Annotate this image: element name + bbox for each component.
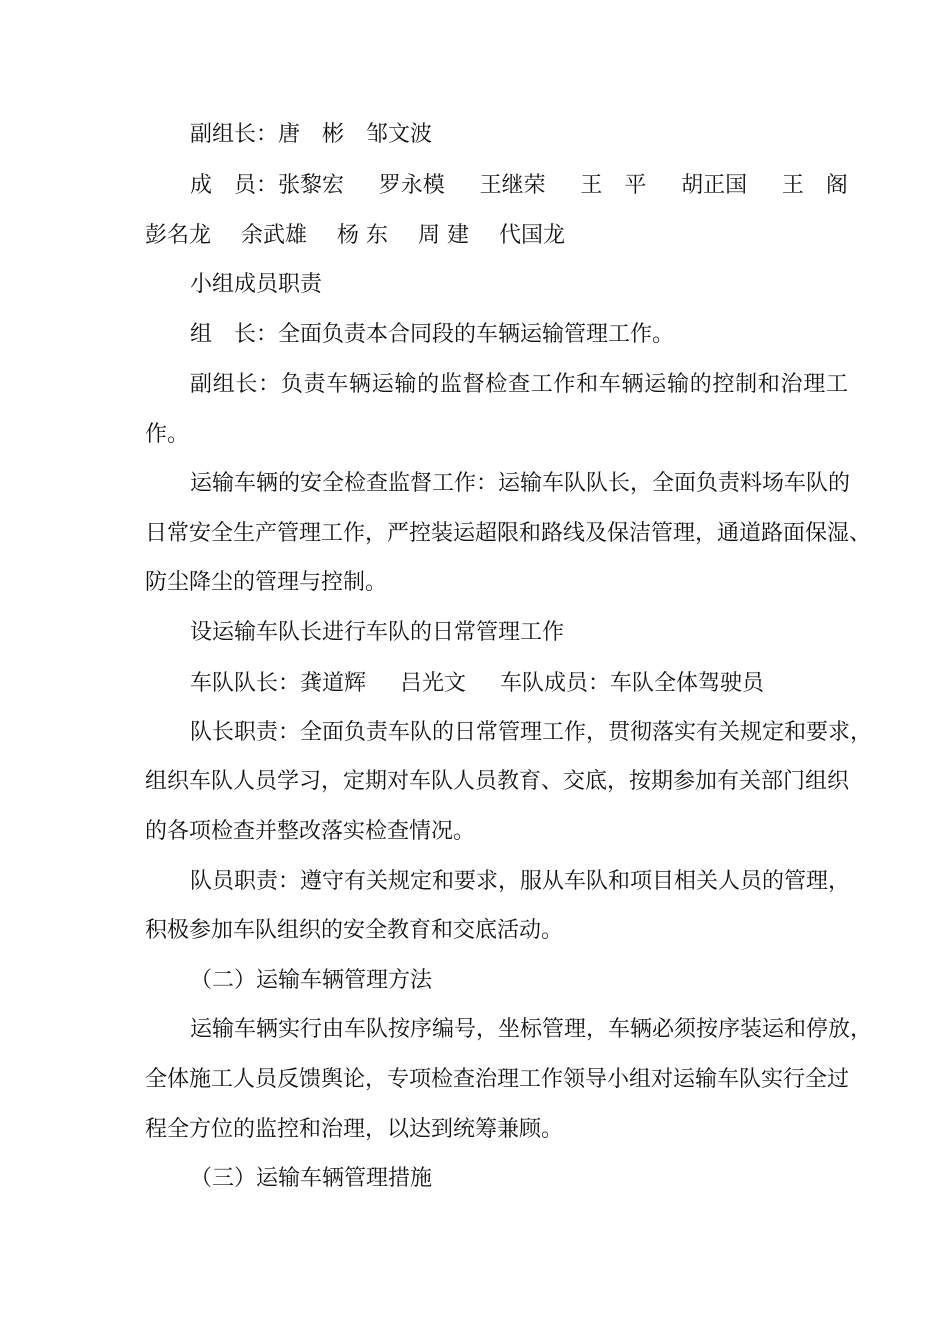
members-label-and-first (190, 171, 344, 201)
vice-duty-line-2: 作。 (145, 422, 190, 447)
members-label: 成 员： (190, 173, 279, 198)
safety-check-line-2: 日常安全生产管理工作，严控装运超限和路线及保洁管理，通道路面保湿、 (145, 521, 872, 546)
member-name: 张黎宏 (278, 173, 345, 198)
team-setup: 设运输车队长进行车队的日常管理工作 (190, 620, 565, 645)
captain-duty-line-1: 队长职责：全面负责车队的日常管理工作，贯彻落实有关规定和要求， (190, 720, 873, 745)
duties-heading: 小组成员职责 (190, 272, 323, 297)
safety-check-line-3: 防尘降尘的管理与控制。 (145, 570, 388, 595)
member-name: 王 平 (580, 173, 647, 198)
captain-duty-line-3: 的各项检查并整改落实检查情况。 (145, 819, 476, 844)
member-name: 王 阁 (781, 173, 848, 198)
team-leader-name: 龚道辉 (300, 671, 367, 696)
team-leaders-label: 车队队长： (190, 671, 301, 696)
members-line-1 (190, 171, 848, 201)
section-2-line-3: 程全方位的监控和治理，以达到统筹兼顾。 (145, 1117, 564, 1142)
vice-leaders-label: 副组长： (190, 122, 279, 147)
member-duty-line-2: 积极参加车队组织的安全教育和交底活动。 (145, 918, 564, 943)
team-leaders-line (190, 669, 764, 699)
vice-leader-name: 唐 彬 (278, 122, 345, 147)
captain-duty-line-2: 组织车队人员学习，定期对车队人员教育、交底，按期参加有关部门组织 (145, 769, 850, 794)
section-3-heading: （三）运输车辆管理措施 (190, 1166, 433, 1191)
leader-duty: 组 长：全面负责本合同段的车辆运输管理工作。 (190, 322, 675, 347)
team-leader-name: 吕光文 (400, 671, 467, 696)
member-name: 余武雄 (241, 223, 308, 248)
vice-duty-line-1: 副组长：负责车辆运输的监督检查工作和车辆运输的控制和治理工 (190, 372, 848, 397)
member-name: 周 建 (418, 223, 470, 248)
member-name: 代国龙 (499, 223, 566, 248)
section-2-line-1: 运输车辆实行由车队按序编号，坐标管理，车辆必须按序装运和停放， (190, 1017, 873, 1042)
vice-leaders-line (190, 120, 432, 150)
vice-leader-name: 邹文波 (366, 122, 433, 147)
member-name: 王继荣 (479, 173, 546, 198)
member-name: 彭名龙 (145, 223, 212, 248)
member-name: 杨 东 (337, 223, 389, 248)
safety-check-line-1: 运输车辆的安全检查监督工作：运输车队队长，全面负责料场车队的 (190, 471, 851, 496)
member-name: 罗永模 (378, 173, 445, 198)
section-2-heading: （二）运输车辆管理方法 (190, 968, 433, 993)
team-members: 车队成员：车队全体驾驶员 (500, 671, 765, 696)
members-line-2 (145, 221, 565, 251)
member-duty-line-1: 队员职责：遵守有关规定和要求，服从车队和项目相关人员的管理， (190, 869, 851, 894)
section-2-line-2: 全体施工人员反馈舆论，专项检查治理工作领导小组对运输车队实行全过 (145, 1067, 850, 1092)
member-name: 胡正国 (681, 173, 748, 198)
